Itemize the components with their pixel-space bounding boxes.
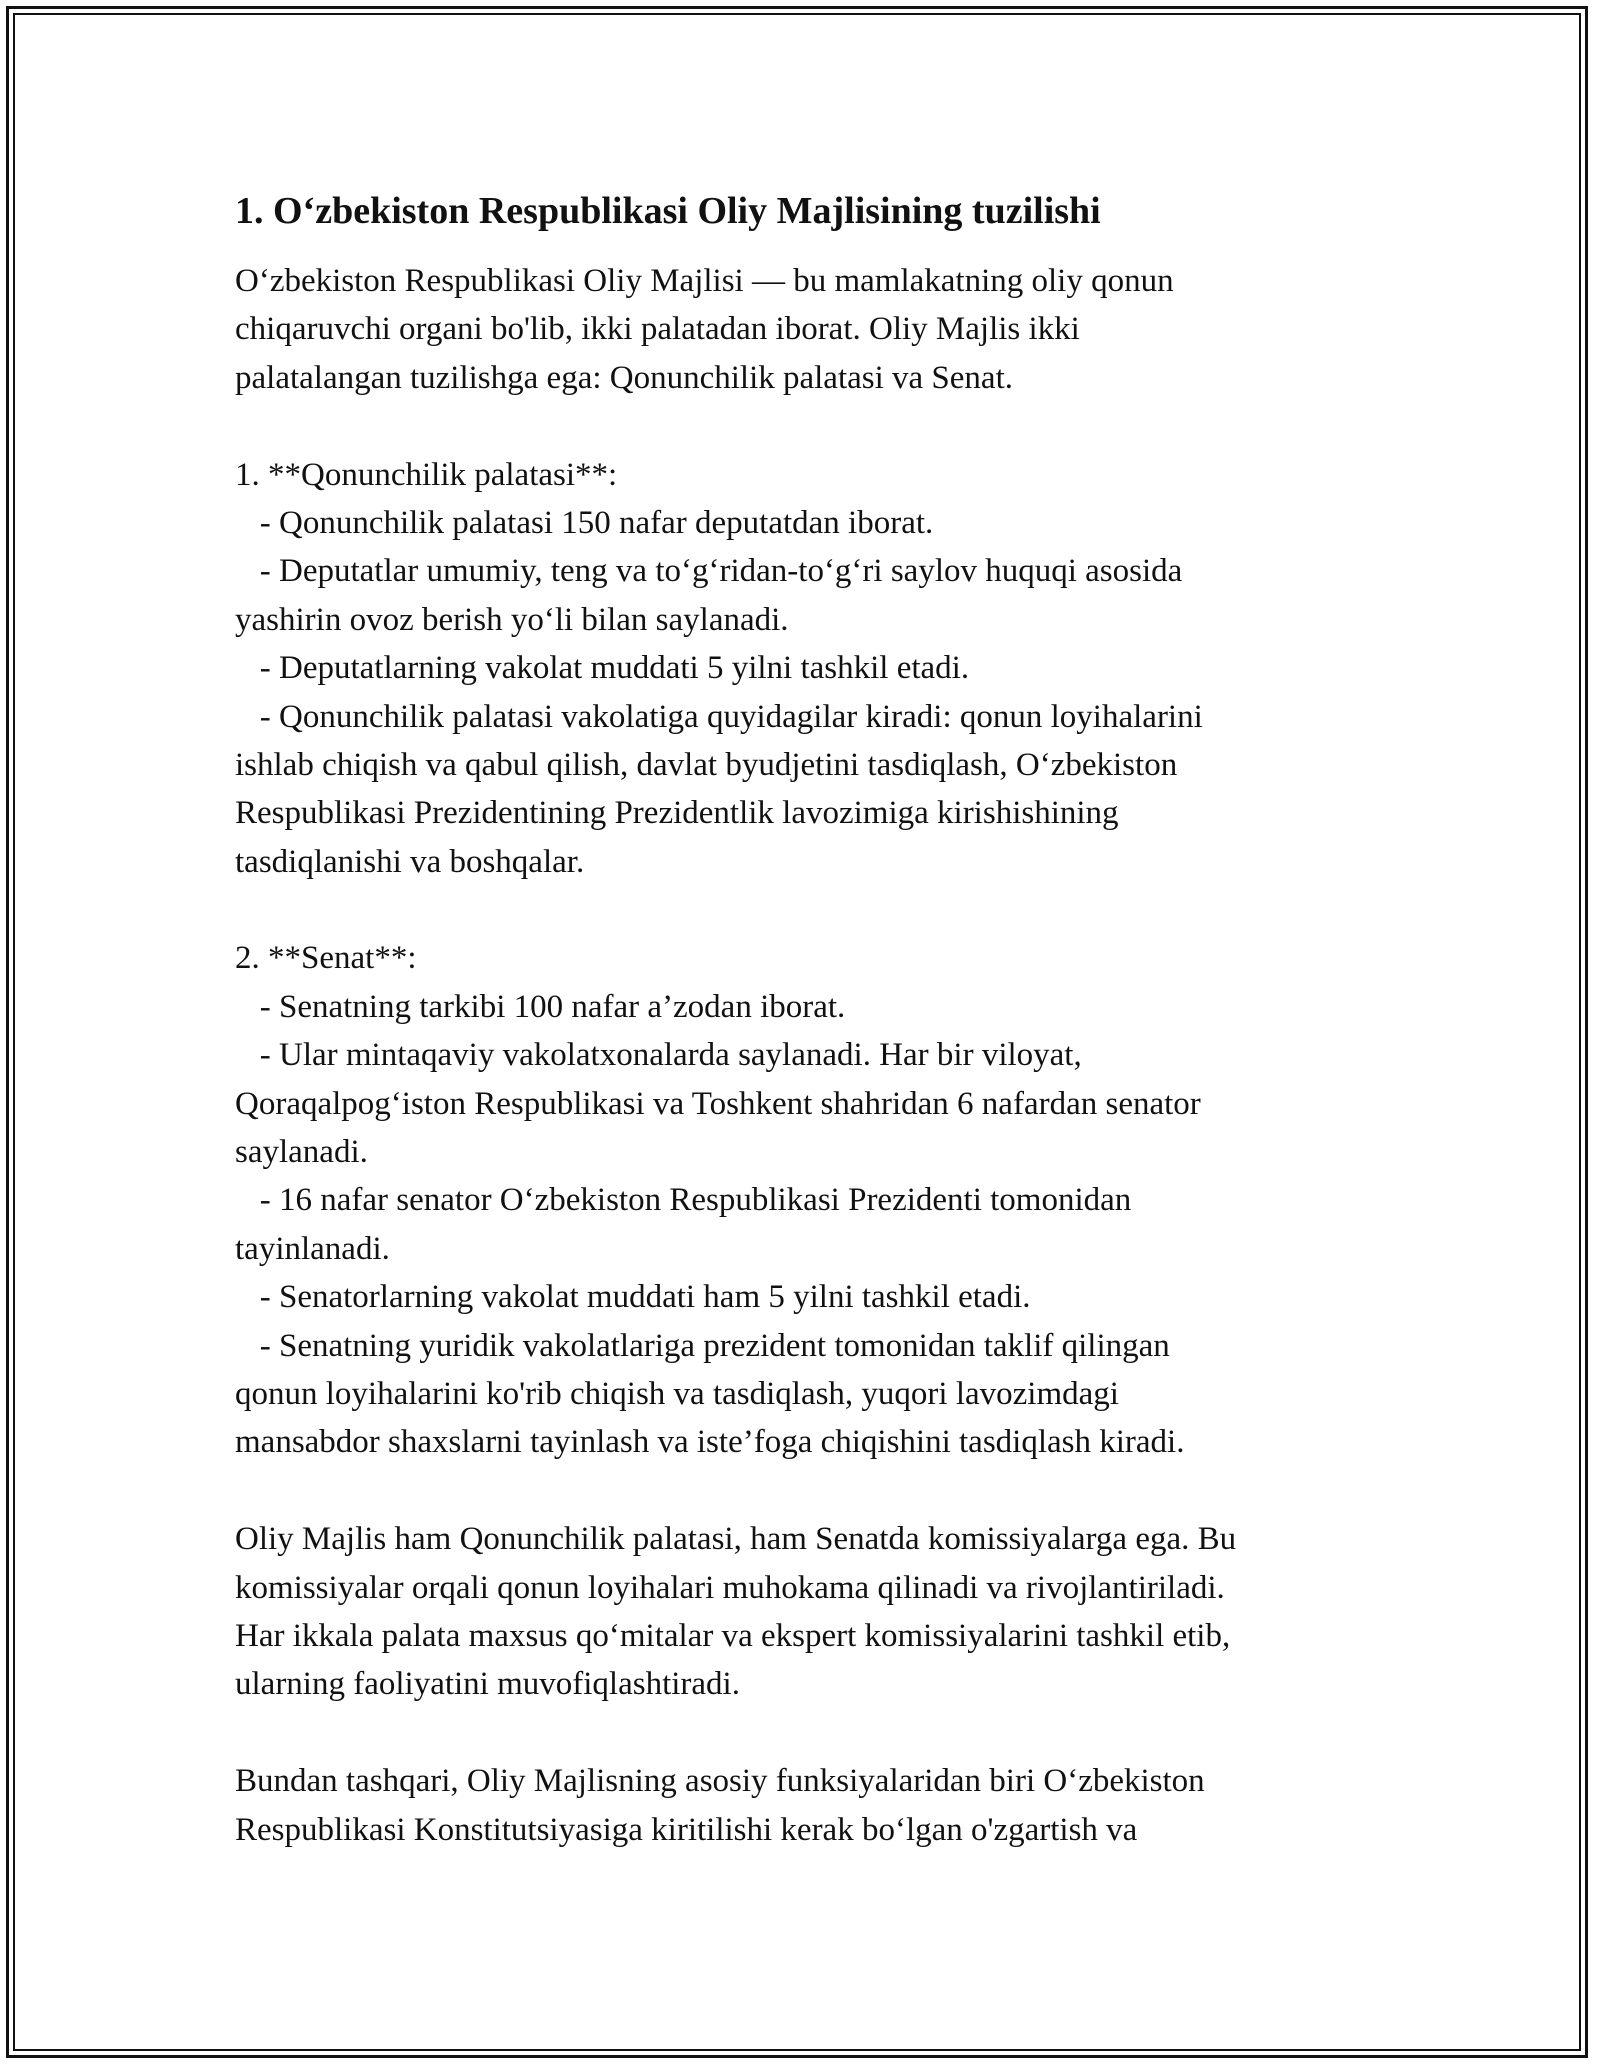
text-line: O‘zbekiston Respublikasi Oliy Majlisi — bu mamlakatning oliy qonun [235, 263, 1174, 299]
text-line: - 16 nafar senator O‘zbekiston Respublikasi Prezidenti tomonidan [235, 1182, 1132, 1219]
text-line: tayinlanadi. [235, 1230, 390, 1267]
text-line: - Senatning tarkibi 100 nafar a’zodan iborat. [235, 988, 846, 1025]
text-line: 2. **Senat**: [235, 940, 417, 977]
blank-line [235, 402, 1365, 450]
text-line: tasdiqlanishi va boshqalar. [235, 843, 585, 880]
document-body [235, 186, 1365, 1854]
text-line: Qoraqalpog‘iston Respublikasi va Toshkent shahridan 6 nafardan senator [235, 1085, 1201, 1122]
text-line: Har ikkala palata maxsus qo‘mitalar va ekspert komissiyalarini tashkil etib, [235, 1617, 1231, 1654]
text-line: mansabdor shaxslarni tayinlash va iste’foga chiqishini tasdiqlash kiradi. [235, 1424, 1185, 1461]
text-line: Respublikasi Prezidentining Prezidentlik lavozimiga kirishishining [235, 795, 1119, 832]
text-line: ishlab chiqish va qabul qilish, davlat byudjetini tasdiqlash, O‘zbekiston [235, 746, 1178, 783]
text-line: chiqaruvchi organi bo'lib, ikki palatadan iborat. Oliy Majlis ikki [235, 311, 1080, 348]
text-line: Oliy Majlis ham Qonunchilik palatasi, ham Senatda komissiyalarga ega. Bu [235, 1521, 1237, 1558]
text-line: - Qonunchilik palatasi 150 nafar deputatdan iborat. [235, 504, 934, 541]
text-line: Bundan tashqari, Oliy Majlisning asosiy funksiyalaridan biri O‘zbekiston [235, 1763, 1205, 1800]
text-line: - Deputatlarning vakolat muddati 5 yilni tashkil etadi. [235, 650, 970, 687]
body-text [235, 257, 1365, 1854]
text-line: saylanadi. [235, 1134, 368, 1171]
text-line: Respublikasi Konstitutsiyasiga kiritilishi kerak bo‘lgan o'zgartish va [235, 1811, 1138, 1848]
section-heading: 1. O‘zbekiston Respublikasi Oliy Majlisining tuzilishi [235, 190, 1101, 232]
text-line: - Qonunchilik palatasi vakolatiga quyidagilar kiradi: qonun loyihalarini [235, 698, 1203, 735]
text-line: - Deputatlar umumiy, teng va to‘g‘ridan-to‘g‘ri saylov huquqi asosida [235, 553, 1183, 590]
text-line: palatalangan tuzilishga ega: Qonunchilik palatasi va Senat. [235, 359, 1013, 396]
text-line: ularning faoliyatini muvofiqlashtiradi. [235, 1666, 740, 1703]
blank-line [235, 1709, 1365, 1757]
text-line: 1. **Qonunchilik palatasi**: [235, 456, 618, 493]
blank-line [235, 1467, 1365, 1515]
text-line: - Ular mintaqaviy vakolatxonalarda saylanadi. Har bir viloyat, [235, 1037, 1082, 1074]
text-line: - Senatorlarning vakolat muddati ham 5 yilni tashkil etadi. [235, 1279, 1031, 1316]
text-line: - Senatning yuridik vakolatlariga prezident tomonidan taklif qilingan [235, 1327, 1170, 1364]
blank-line [235, 886, 1365, 934]
text-line: qonun loyihalarini ko'rib chiqish va tasdiqlash, yuqori lavozimdagi [235, 1375, 1119, 1412]
text-line: komissiyalar orqali qonun loyihalari muhokama qilinadi va rivojlantiriladi. [235, 1569, 1225, 1606]
text-line: yashirin ovoz berish yo‘li bilan saylanadi. [235, 601, 789, 638]
